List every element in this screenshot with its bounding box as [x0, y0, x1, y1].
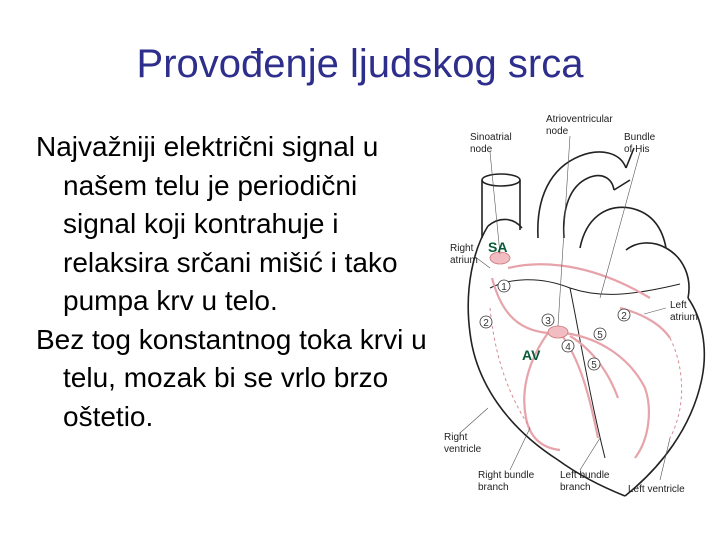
svg-text:1: 1 — [501, 282, 507, 293]
svg-text:4: 4 — [565, 342, 571, 353]
label-left-atrium-2: atrium — [670, 312, 698, 323]
label-right-atrium: Right — [450, 243, 474, 254]
slide-body — [36, 128, 436, 436]
svg-text:5: 5 — [591, 360, 597, 371]
slide-title: Provođenje ljudskog srca — [136, 42, 584, 86]
svg-text:3: 3 — [545, 316, 551, 327]
paragraph-1: Najvažniji električni signal u našem telu je periodični signal koji kontrahuje i relaksira srčani mišić i tako pumpa krv u telo. — [36, 131, 398, 316]
label-bundle-of-his: Bundle — [624, 132, 656, 143]
label-av-node-2: node — [546, 126, 569, 137]
label-left-bundle-branch-2: branch — [560, 482, 591, 493]
sequence-numbers — [480, 280, 630, 371]
label-av-node: Atrioventricular — [546, 114, 613, 125]
label-sinoatrial-node: Sinoatrial — [470, 132, 512, 143]
leader-lines — [460, 136, 670, 480]
av-marker: AV — [522, 347, 541, 363]
label-left-bundle-branch: Left bundle — [560, 470, 610, 481]
paragraph-2: Bez tog konstantnog toka krvi u telu, mozak bi se vrlo brzo oštetio. — [36, 323, 427, 432]
sa-marker: SA — [488, 239, 508, 255]
svg-text:5: 5 — [597, 330, 603, 341]
label-left-ventricle: Left ventricle — [628, 484, 685, 495]
svg-text:2: 2 — [483, 318, 489, 329]
label-sinoatrial-node-2: node — [470, 144, 493, 155]
label-right-ventricle: Right — [444, 432, 468, 443]
label-right-atrium-2: atrium — [450, 255, 478, 266]
label-bundle-of-his-2: of His — [624, 144, 650, 155]
label-right-bundle-branch-2: branch — [478, 482, 509, 493]
svg-text:2: 2 — [621, 311, 627, 322]
label-left-atrium: Left — [670, 300, 687, 311]
label-right-ventricle-2: ventricle — [444, 444, 482, 455]
label-right-bundle-branch: Right bundle — [478, 470, 535, 481]
atrioventricular-node-shape — [548, 326, 568, 338]
heart-conduction-diagram — [430, 108, 720, 498]
heart-illustration — [430, 108, 720, 498]
